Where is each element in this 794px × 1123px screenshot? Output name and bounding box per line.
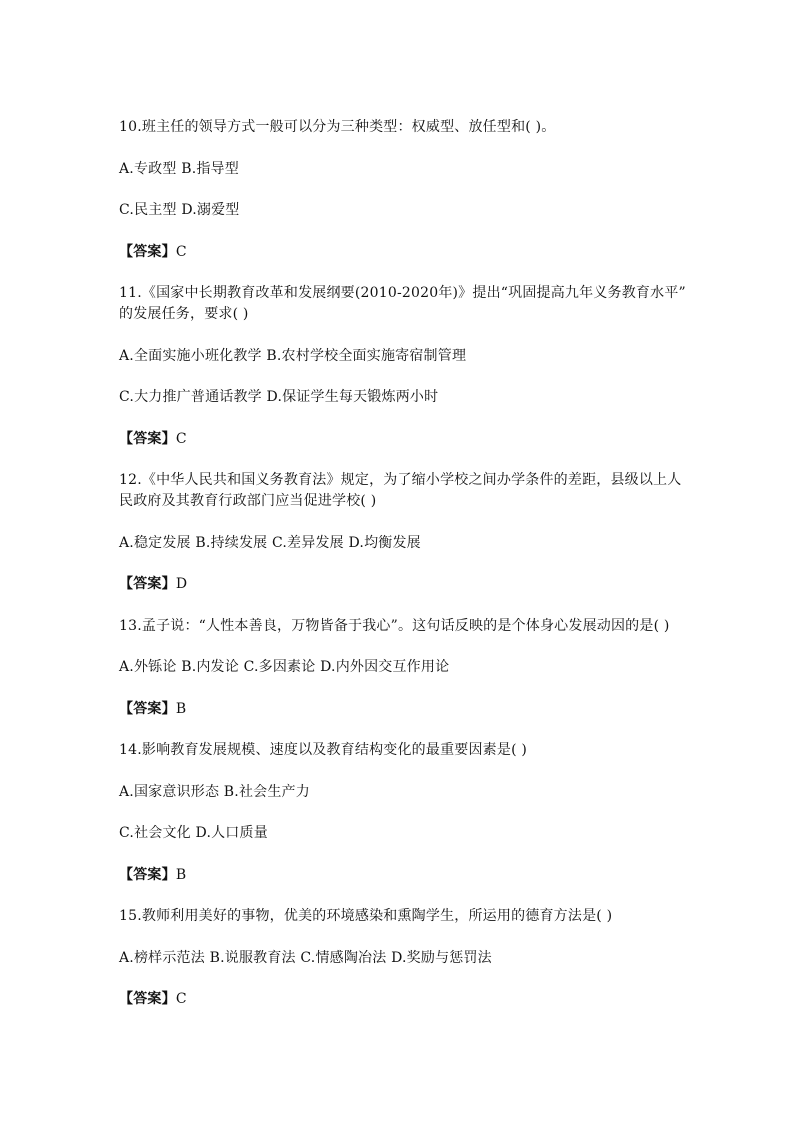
- answer-label: 【答案】: [119, 431, 176, 447]
- question-12-answer: [119, 574, 689, 595]
- question-15-answer: [119, 989, 689, 1010]
- question-15-stem: 15.教师利用美好的事物，优美的环境感染和熏陶学生，所运用的德育方法是( ): [119, 908, 613, 924]
- question-13-stem: 13.孟子说：“人性本善良，万物皆备于我心”。这句话反映的是个体身心发展动因的是( ): [119, 618, 670, 634]
- question-10-options-1: A.专政型 B.指导型: [119, 161, 239, 177]
- question-13-options-1: A.外铄论 B.内发论 C.多因素论 D.内外因交互作用论: [119, 659, 450, 675]
- question-11-answer: [119, 429, 689, 450]
- question-13-answer: [119, 699, 689, 720]
- question-10-options-2: C.民主型 D.溺爱型: [119, 202, 240, 218]
- question-10-answer: [119, 242, 689, 263]
- answer-label: 【答案】: [119, 991, 176, 1007]
- question-12-stem-2: 民政府及其教育行政部门应当促进学校( ): [119, 493, 377, 509]
- answer-value: D: [175, 576, 188, 592]
- question-11-options-2: C.大力推广普通话教学 D.保证学生每天锻炼两小时: [119, 389, 439, 405]
- answer-value: B: [175, 701, 187, 717]
- question-10-stem: 10.班主任的领导方式一般可以分为三种类型：权威型、放任型和( )。: [119, 119, 556, 135]
- answer-label: 【答案】: [119, 701, 176, 717]
- answer-value: C: [175, 991, 187, 1007]
- question-14-answer: [119, 865, 689, 886]
- question-11-options-1: A.全面实施小班化教学 B.农村学校全面实施寄宿制管理: [119, 348, 467, 364]
- answer-value: C: [175, 244, 187, 260]
- question-14-options-1: A.国家意识形态 B.社会生产力: [119, 784, 310, 800]
- answer-value: C: [175, 431, 187, 447]
- answer-label: 【答案】: [119, 867, 176, 883]
- question-11-stem-1: 11.《国家中长期教育改革和发展纲要(2010-2020年)》提出“巩固提高九年义务教育水平”: [119, 285, 686, 301]
- question-15-options-1: A.榜样示范法 B.说服教育法 C.情感陶冶法 D.奖励与惩罚法: [119, 950, 492, 966]
- answer-label: 【答案】: [119, 576, 176, 592]
- question-11-stem-2: 的发展任务，要求( ): [119, 306, 249, 322]
- answer-label: 【答案】: [119, 244, 176, 260]
- question-14-stem: 14.影响教育发展规模、速度以及教育结构变化的最重要因素是( ): [119, 742, 528, 758]
- question-12-stem-1: 12.《中华人民共和国义务教育法》规定，为了缩小学校之间办学条件的差距，县级以上人: [119, 472, 682, 488]
- question-12-options-1: A.稳定发展 B.持续发展 C.差异发展 D.均衡发展: [119, 535, 421, 551]
- question-14-options-2: C.社会文化 D.人口质量: [119, 825, 268, 841]
- answer-value: B: [175, 867, 187, 883]
